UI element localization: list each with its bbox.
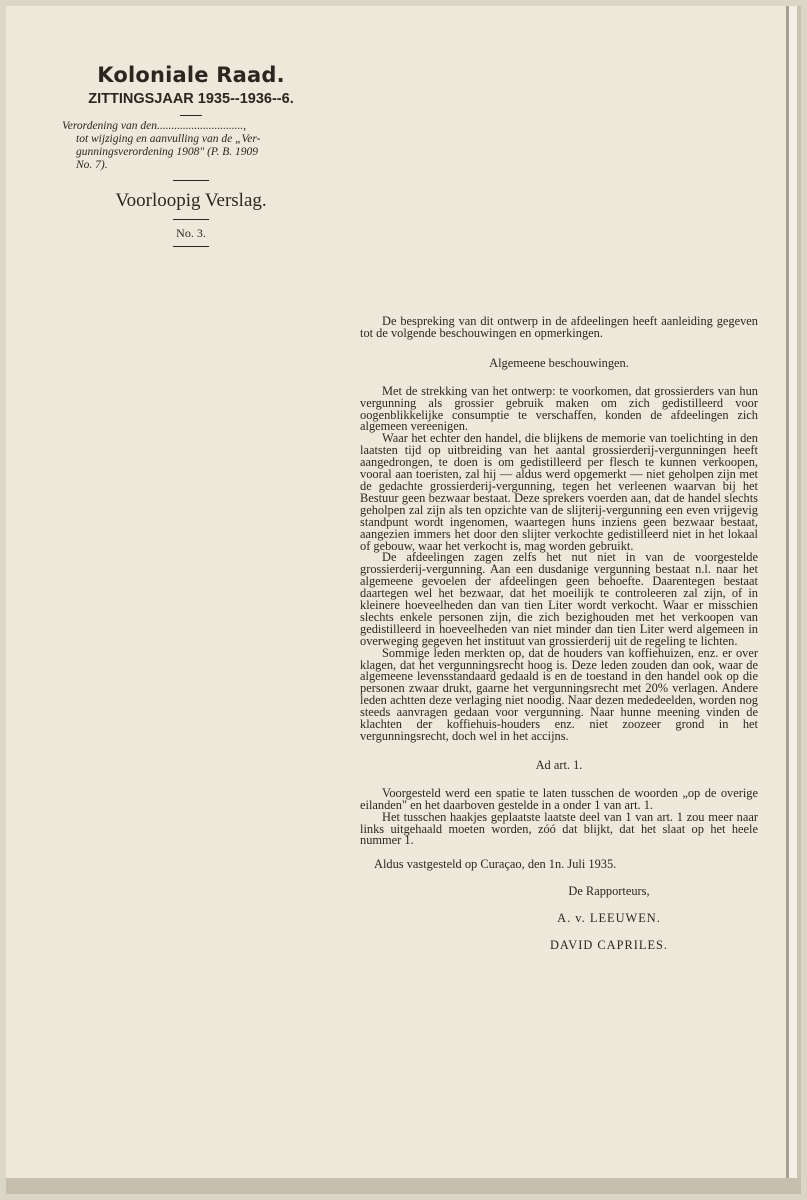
session-year: ZITTINGSJAAR 1935--1936--6. [88,91,294,107]
article-heading: Ad art. 1. [535,757,583,772]
general-paragraph-3: De afdeelingen zagen zelfs het nut niet in van de voorgestelde grossierderij-vergunning. Aan een dusdanige vergunning bestaat n.l. naar het algemeene gevoelen der afdeelingen geen behoefte. Daarentegen bestaat daartegen wel het bezwaar, dat het moeilijk te controleeren zal zijn, of in kleinere hoeveelheden dan van tien Liter wordt verkocht. Waar er misschien slechts enkele personen zijn, die zich bezighouden met het verkoopen van gedistilleerd in hoeveelheden van niet minder dan tien Liter werd algemeen in overweging gegeven het instituut van grossierderij uit de regeling te lichten. [360,550,758,648]
report-title: Voorloopig Verslag. [115,190,267,211]
general-paragraph-4: Sommige leden merkten op, dat de houders van koffiehuizen, enz. er over klagen, dat het vergunningsrecht hoog is. Deze leden zouden dan ook, waar de algemeene levensstandaard gedaald is en de toestand in den handel ook op die personen zwaar drukt, gaarne het vergunningsrecht met 20% verlagen. Andere leden achtten deze verlaging niet noodig. Naar dezen mededeelden, worden nog steeds aanvragen gedaan voor vergunning. Naar hunne meening vinden de klachten der koffiehuis-houders enz. niet zoozeer grond in het vergunningsrecht, doch wel in het accijns. [360,645,758,743]
article-paragraph-2: Het tusschen haakjes geplaatste laatste deel van 1 van art. 1 zou meer naar links uitgehaald moeten worden, zóó dat blijkt, dat het slaat op het heele nummer 1. [360,809,758,848]
general-heading: Algemeene beschouwingen. [489,355,629,370]
document-header [60,62,322,247]
general-paragraph-1: Met de strekking van het ontwerp: te voorkomen, dat grossierders van hun vergunning als grossier gebruik maken om zich gedistilleerd voor oogenblikkelijke consumptie te verschaffen, konden de afdeelingen zich algemeen vereenigen. [360,383,758,434]
article-paragraph-1: Voorgesteld werd een spatie te laten tusschen de woorden „op de overige eilanden" en het daarboven gestelde in a onder 1 van art. 1. [360,785,758,812]
header-rule [180,115,202,116]
council-name: Koloniale Raad. [97,63,285,87]
scan-bottom-border [6,1178,801,1194]
intro-paragraph: De bespreking van dit ontwerp in de afdeelingen heeft aanleiding gegeven tot de volgende beschouwingen en opmerkingen. [360,314,758,340]
number-rule [173,246,209,247]
subject-rule [173,180,209,181]
page-edge-shadow [797,6,801,1192]
title-rule [173,219,209,220]
signatory-2: DAVID CAPRILES. [549,938,669,953]
report-number: No. 3. [176,226,206,240]
signature-intro: De Rapporteurs, [568,884,650,899]
ordinance-subject [62,120,322,172]
subject-line-1: Verordening van den.............................., [62,120,247,132]
signatory-1: A. v. LEEUWEN. [557,911,661,926]
report-body [360,316,758,952]
subject-line-3: gunningsverordening 1908" (P. B. 1909 [76,146,259,158]
page-edge [789,6,797,1192]
subject-line-4: No. 7). [76,159,108,171]
closing-line: Aldus vastgesteld op Curaçao, den 1n. Juli 1935. [374,857,617,872]
general-paragraph-2: Waar het echter den handel, die blijkens de memorie van toelichting in den laatsten tijd op uitbreiding van het aantal grossierderij-vergunningen heeft aangedrongen, te doen is om gedistilleerd per flesch te kunnen verkoopen, vooral aan toeristen, zal hij — aldus werd opgemerkt — niet geholpen zijn met de gedachte grossierderij-vergunning, tegen het verleenen waarvan bij het Bestuur geen bezwaar bestaat. Deze sprekers voerden aan, dat de handel slechts geholpen zal zijn als ten opzichte van de slijterij-vergunning een even vrijgevig standpunt wordt ingenomen, waartegen huns inziens geen bezwaar bestaat, aangezien immers het door den slijter verkochte gedistilleerd niet in het lokaal of gebouw, waar het verkocht is, mag worden gebruikt. [360,431,758,553]
subject-line-2: tot wijziging en aanvulling van de „Ver- [76,133,261,145]
